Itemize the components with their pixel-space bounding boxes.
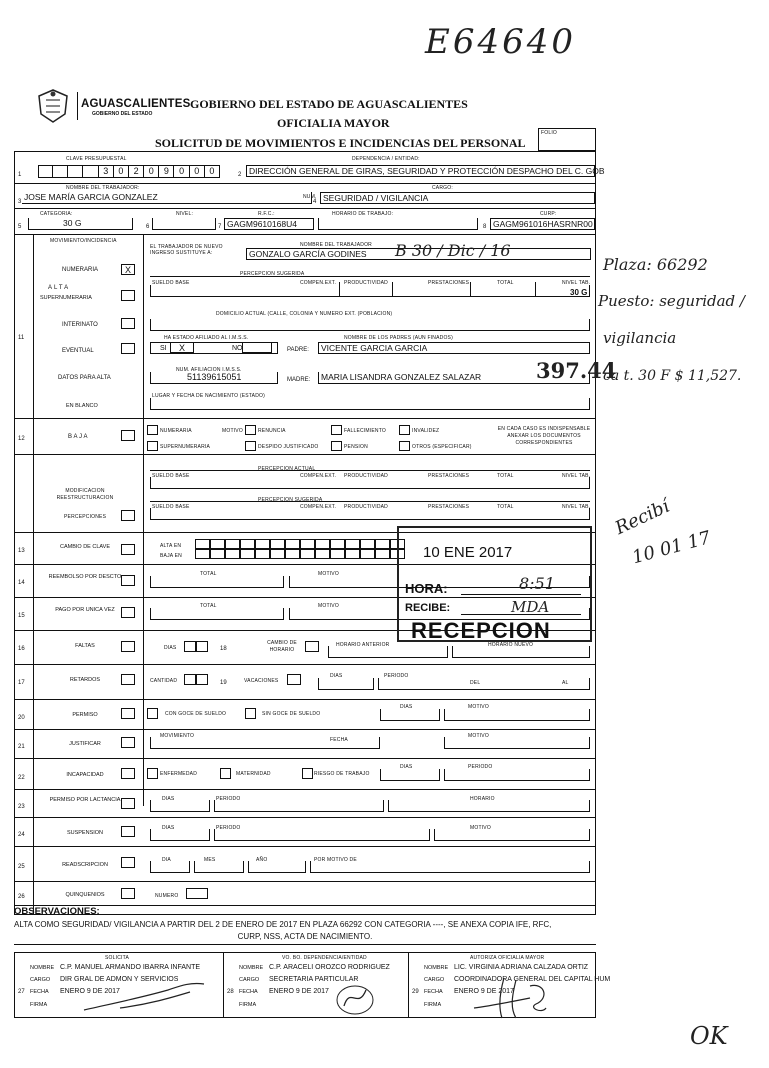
imss-no-checkbox[interactable]: [242, 342, 272, 353]
afiliacion-field: 51139615051: [150, 372, 278, 384]
baja-checkbox[interactable]: [121, 430, 135, 441]
clave-grid-cell: [360, 549, 375, 559]
clave-digit: 0: [144, 165, 159, 178]
coat-of-arms-icon: [34, 88, 72, 124]
imss-si-checkbox[interactable]: X: [170, 342, 194, 353]
firma-value: LIC. VIRGINIA ADRIANA CALZADA ORTIZ: [454, 964, 589, 971]
note-ok: OK: [690, 1022, 728, 1050]
clave-digit: 2: [129, 165, 144, 178]
firma-label: FECHA: [424, 989, 443, 995]
madre-field: MARIA LISANDRA GONZALEZ SALAZAR: [318, 372, 590, 384]
form-title: SOLICITUD DE MOVIMIENTOS E INCIDENCIAS DEL PERSONAL: [155, 136, 526, 150]
clave-grid-cell: [345, 539, 360, 549]
clave-grid-cell: [315, 539, 330, 549]
observaciones-label: OBSERVACIONES:: [14, 906, 100, 917]
signature-vobo: [330, 980, 380, 1016]
observaciones-text-2: CURP, NSS, ACTA DE NACIMIENTO.: [237, 932, 373, 941]
clave-grid-cell: [375, 549, 390, 559]
firma-label: FECHA: [239, 989, 258, 995]
clave-grid-cell: [300, 539, 315, 549]
clave-digit: [38, 165, 53, 178]
firma-number: 28: [227, 989, 234, 995]
clave-digit: [53, 165, 68, 178]
clave-grid-cell: [315, 549, 330, 559]
clave-digit: 3: [99, 165, 114, 178]
note-puesto: Puesto: seguridad /: [598, 292, 745, 310]
clave-grid-cell: [240, 549, 255, 559]
percepciones-checkbox[interactable]: [121, 510, 135, 521]
clave-grid-cell: [240, 539, 255, 549]
signature-autoriza: [470, 972, 560, 1022]
padre-field: VICENTE GARCIA GARCIA: [318, 342, 590, 354]
clave-grid-cell: [210, 549, 225, 559]
firma-label: FIRMA: [424, 1002, 442, 1008]
clave-grid-cell: [195, 549, 210, 559]
folio-box: FOLIO: [538, 128, 596, 151]
nombre-field: JOSE MARÍA GARCIA GONZALEZ: [22, 192, 312, 204]
note-plaza: Plaza: 66292: [603, 255, 708, 274]
eventual-checkbox[interactable]: [121, 343, 135, 354]
numeraria-checkbox[interactable]: X: [121, 264, 135, 275]
firma-label: CARGO: [424, 977, 445, 983]
clave-grid-cell: [225, 539, 240, 549]
note-vigilancia: vigilancia: [603, 329, 677, 347]
curp-field: GAGM961016HASRNR00: [490, 218, 595, 230]
clave-grid-cell: [300, 549, 315, 559]
clave-grid-cell: [270, 549, 285, 559]
header-title: GOBIERNO DEL ESTADO DE AGUASCALIENTES: [190, 97, 468, 111]
firma-label: CARGO: [30, 977, 51, 983]
supernumeraria-checkbox[interactable]: [121, 290, 135, 301]
firma-value: ENERO 9 DE 2017: [60, 988, 120, 995]
clave-grid-cell: [195, 539, 210, 549]
note-recibi-date: 10 01 17: [630, 527, 713, 569]
firma-value: SECRETARIA PARTICULAR: [269, 976, 359, 983]
dependencia-field: DIRECCIÓN GENERAL DE GIRAS, SEGURIDAD Y PROTECCIÓN DESPACHO DEL C. GOB: [246, 165, 595, 177]
clave-presupuestal: [38, 165, 220, 178]
recepcion-stamp: 10 ENE 2017 HORA: 8:51 RECIBE: MDA RECEPCION: [397, 526, 592, 642]
signature-solicita: [80, 980, 210, 1016]
clave-digit: [68, 165, 83, 178]
categoria-field: 30 G: [28, 218, 133, 230]
clave-grid-cell: [360, 539, 375, 549]
note-recibi: Recibí: [612, 495, 673, 540]
firma-value: ENERO 9 DE 2017: [454, 988, 514, 995]
firma-value: ENERO 9 DE 2017: [269, 988, 329, 995]
clave-grid-cell: [225, 549, 240, 559]
note-cat: ca t. 30 F $ 11,527.: [603, 368, 742, 384]
firma-value: COORDINADORA GENERAL DEL CAPITAL HUM: [454, 976, 611, 983]
clave-grid-cell: [345, 549, 360, 559]
interinato-checkbox[interactable]: [121, 318, 135, 329]
firma-label: NOMBRE: [239, 965, 264, 971]
firma-label: CARGO: [239, 977, 260, 983]
clave-digit: 0: [190, 165, 205, 178]
firma-label: NOMBRE: [424, 965, 449, 971]
sustituye-field: GONZALO GARCÍA GODINES: [246, 248, 591, 260]
clave-digit: 9: [159, 165, 174, 178]
firma-value: C.P. ARACELI OROZCO RODRIGUEZ: [269, 964, 390, 971]
handwritten-date-ingreso: B 30 / Dic / 16: [395, 241, 511, 260]
clave-grid-cell: [255, 539, 270, 549]
observaciones-text-1: ALTA COMO SEGURIDAD/ VIGILANCIA A PARTIR DEL 2 DE ENERO DE 2017 EN PLAZA 66292 CON CATEGORIA ----, SE ANEXA COPIA IFE, RFC,: [14, 920, 552, 929]
cargo-field: SEGURIDAD / VIGILANCIA: [320, 192, 595, 204]
clave-digit: 0: [114, 165, 129, 178]
clave-digit: 0: [205, 165, 220, 178]
rfc-field: GAGM9610168U4: [224, 218, 314, 230]
folio-handwritten: E64640: [425, 22, 576, 62]
clave-grid-cell: [330, 549, 345, 559]
clave-grid-cell: [210, 539, 225, 549]
clave-grid-cell: [270, 539, 285, 549]
clave-grid-cell: [375, 539, 390, 549]
handwritten-amount: 397.44: [536, 358, 617, 383]
logo-sub: GOBIERNO DEL ESTADO: [92, 111, 153, 117]
firma-value: DIR GRAL DE ADMON Y SERVICIOS: [60, 976, 179, 983]
logo-name: AGUASCALIENTES: [81, 98, 191, 110]
clave-grid-cell: [285, 549, 300, 559]
firma-label: NOMBRE: [30, 965, 55, 971]
clave-grid-cell: [330, 539, 345, 549]
firma-label: FECHA: [30, 989, 49, 995]
clave-grid-cell: [285, 539, 300, 549]
firma-label: FIRMA: [30, 1002, 48, 1008]
firma-label: FIRMA: [239, 1002, 257, 1008]
firma-number: 29: [412, 989, 419, 995]
clave-digit: [84, 165, 99, 178]
firma-value: C.P. MANUEL ARMANDO IBARRA INFANTE: [60, 964, 201, 971]
clave-grid-cell: [255, 549, 270, 559]
clave-digit: 0: [175, 165, 190, 178]
firma-number: 27: [18, 989, 25, 995]
header-subtitle: OFICIALIA MAYOR: [277, 116, 390, 130]
